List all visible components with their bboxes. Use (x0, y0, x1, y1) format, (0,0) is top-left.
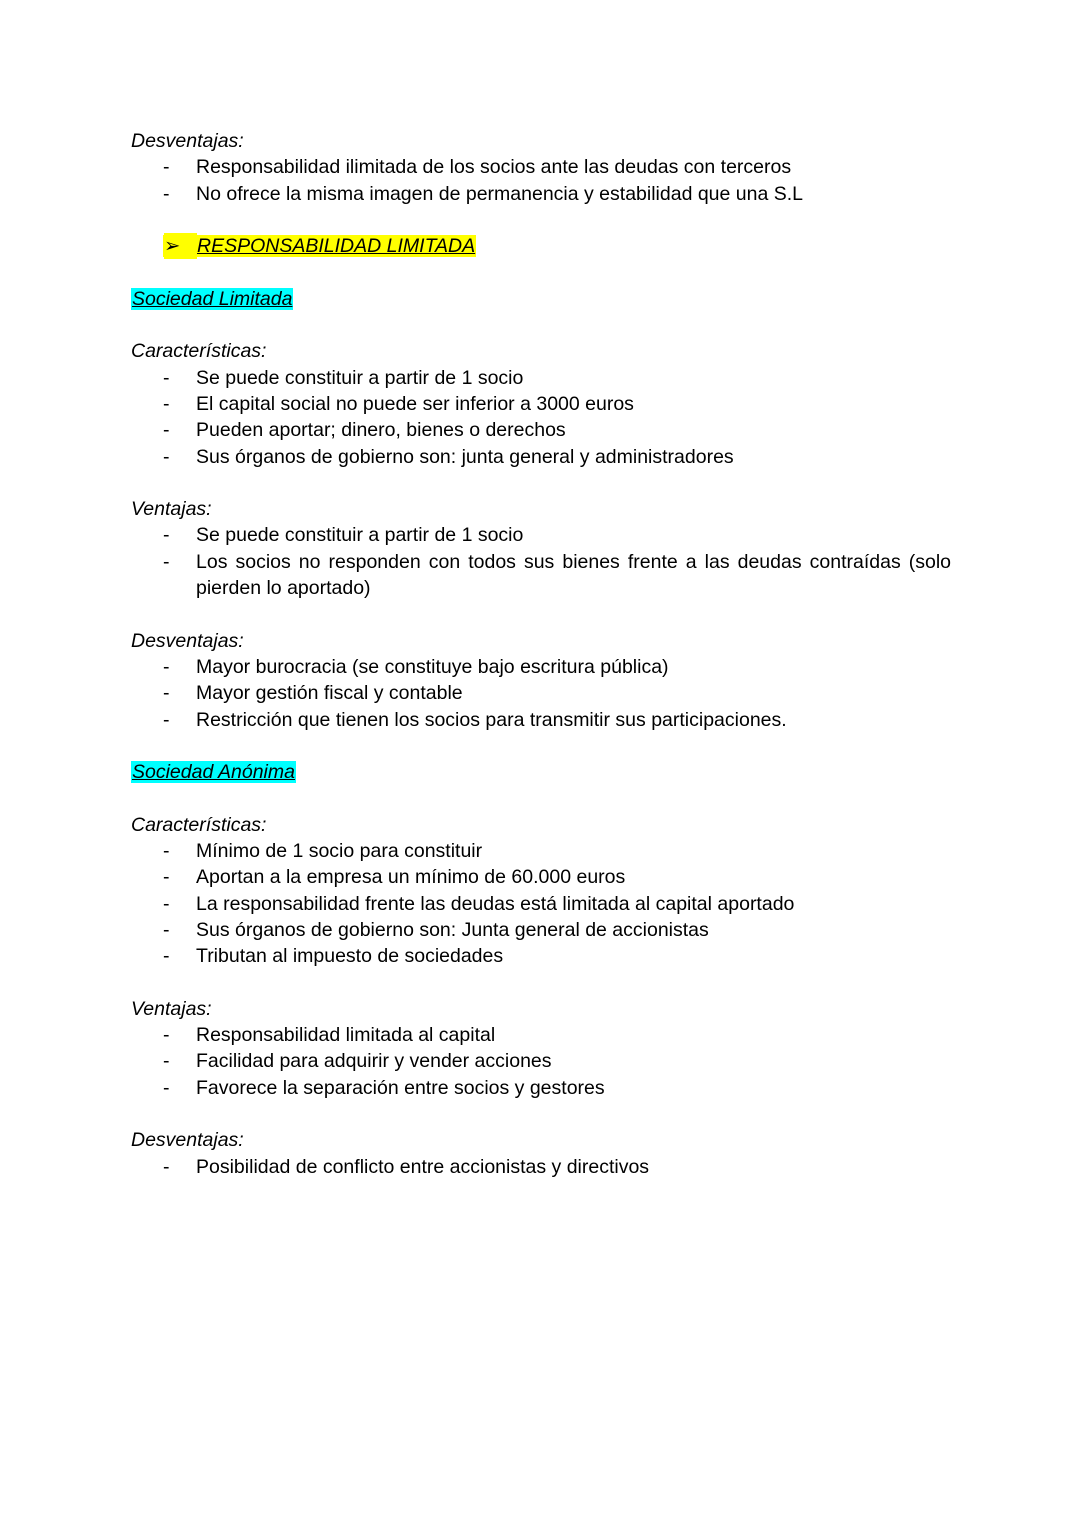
section-heading (131, 233, 951, 259)
anonima-title-row (131, 759, 951, 785)
list-item: - Restricción que tienen los socios para transmitir sus participaciones. (131, 707, 951, 733)
arrow-bullet-icon: ➢ (164, 233, 197, 259)
section-title: RESPONSABILIDAD LIMITADA (197, 235, 476, 258)
limitada-ventajas-label: Ventajas: (131, 498, 212, 521)
list-item: - Aportan a la empresa un mínimo de 60.000 euros (131, 864, 951, 890)
anonima-title: Sociedad Anónima (132, 761, 295, 784)
dash-bullet: - (163, 156, 170, 179)
desventajas-label: Desventajas: (131, 130, 244, 152)
dash-bullet: - (163, 892, 170, 915)
list-item: - Se puede constituir a partir de 1 socio (131, 365, 951, 391)
list-item: - La responsabilidad frente las deudas está limitada al capital aportado (131, 891, 951, 917)
limitada-ventajas-list (131, 522, 951, 601)
limitada-caracteristicas-list (131, 365, 951, 470)
dash-bullet: - (163, 1076, 170, 1099)
list-item: - Se puede constituir a partir de 1 socio (131, 522, 951, 548)
list-item: - Los socios no responden con todos sus bienes frente a las deudas contraídas (solo pierden lo aportado) (163, 550, 951, 600)
list-item: - Mayor gestión fiscal y contable (131, 680, 951, 706)
list-item: - Posibilidad de conflicto entre accionistas y directivos (131, 1154, 951, 1180)
dash-bullet: - (163, 1155, 170, 1178)
anonima-ventajas-label: Ventajas: (131, 997, 212, 1020)
list-item: - Mínimo de 1 socio para constituir (131, 838, 951, 864)
dash-bullet: - (163, 840, 170, 863)
anonima-desventajas-list (131, 1154, 951, 1180)
list-item: - No ofrece la misma imagen de permanencia y estabilidad que una S.L (131, 181, 951, 207)
limitada-title-row (131, 286, 951, 312)
limitada-caracteristicas-label: Características: (131, 340, 267, 363)
document-body (131, 128, 951, 1180)
anonima-desventajas-label: Desventajas: (131, 1129, 244, 1152)
dash-bullet: - (163, 366, 170, 389)
anonima-ventajas-list (131, 1022, 951, 1101)
list-item: - Sus órganos de gobierno son: junta general y administradores (131, 444, 951, 470)
dash-bullet: - (163, 918, 170, 941)
desventajas-list (131, 154, 951, 207)
limitada-desventajas-label: Desventajas: (131, 629, 244, 652)
dash-bullet: - (163, 1050, 170, 1073)
dash-bullet: - (163, 866, 170, 889)
list-item: - Pueden aportar; dinero, bienes o derechos (131, 417, 951, 443)
list-item: - Responsabilidad limitada al capital (131, 1022, 951, 1048)
anonima-caracteristicas-list (131, 838, 951, 969)
limitada-title: Sociedad Limitada (132, 287, 293, 310)
anonima-caracteristicas-label: Características: (131, 813, 267, 836)
dash-bullet: - (163, 182, 170, 205)
dash-bullet: - (163, 945, 170, 968)
list-item: - El capital social no puede ser inferior a 3000 euros (131, 391, 951, 417)
dash-bullet: - (163, 419, 170, 442)
list-item: - Sus órganos de gobierno son: Junta general de accionistas (131, 917, 951, 943)
list-item: - Favorece la separación entre socios y gestores (131, 1075, 951, 1101)
list-item: - Responsabilidad ilimitada de los socios ante las deudas con terceros (131, 154, 951, 180)
limitada-desventajas-list (131, 654, 951, 733)
list-item: - Mayor burocracia (se constituye bajo escritura pública) (131, 654, 951, 680)
dash-bullet: - (163, 682, 170, 705)
list-item: - Tributan al impuesto de sociedades (131, 943, 951, 969)
dash-bullet: - (163, 1024, 170, 1047)
list-item: - Facilidad para adquirir y vender acciones (131, 1048, 951, 1074)
dash-bullet: - (163, 708, 170, 731)
dash-bullet: - (163, 655, 170, 678)
dash-bullet: - (163, 550, 170, 573)
dash-bullet: - (163, 524, 170, 547)
dash-bullet: - (163, 445, 170, 468)
dash-bullet: - (163, 392, 170, 415)
